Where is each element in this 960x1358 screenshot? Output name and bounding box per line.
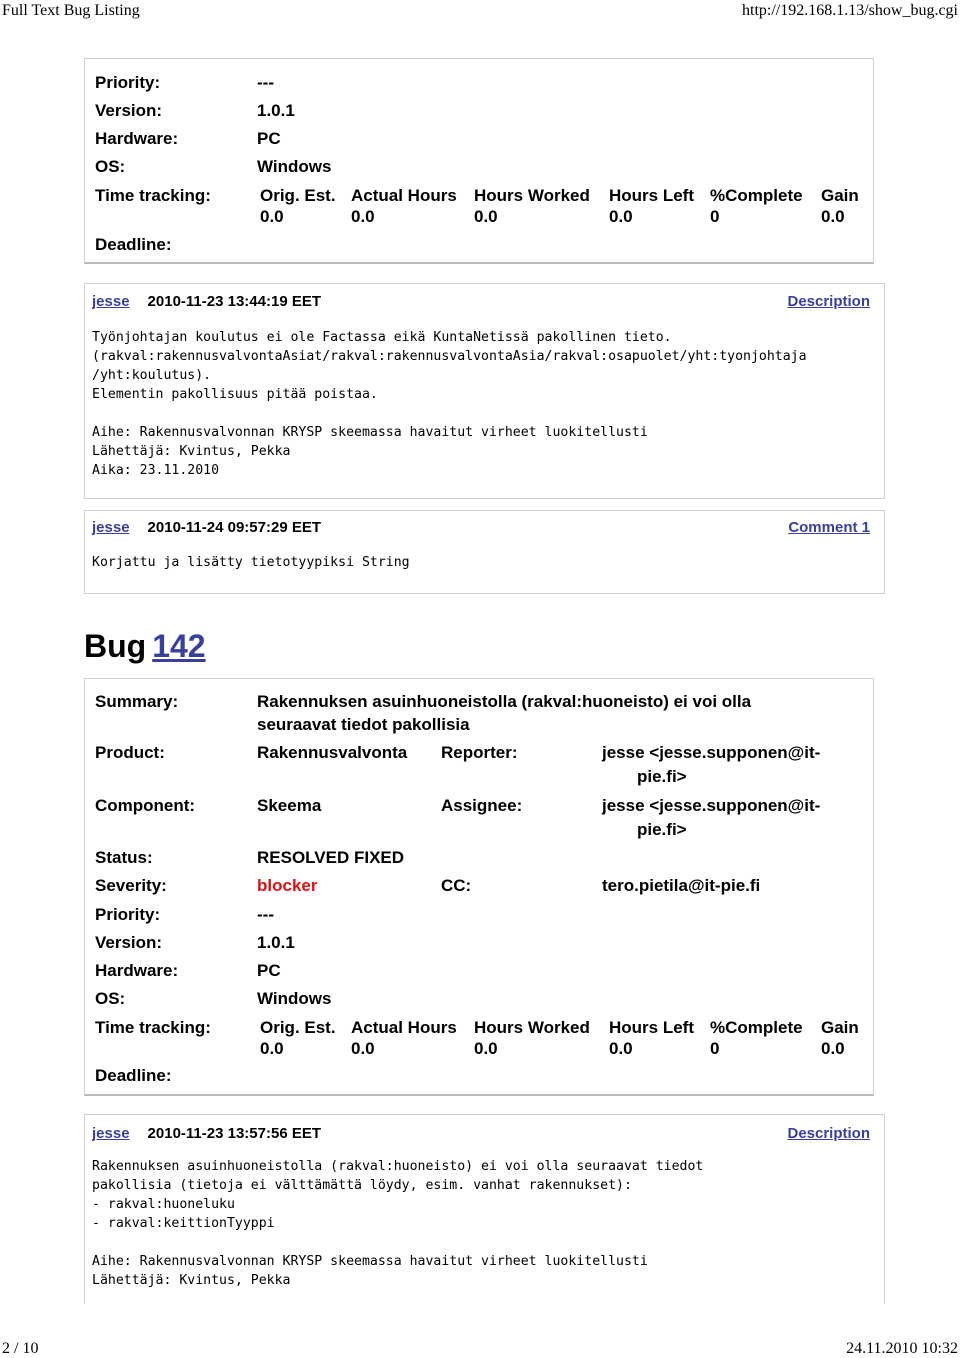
cc-value: tero.pietila@it-pie.fi xyxy=(602,876,761,895)
bug-number-link[interactable]: 142 xyxy=(152,628,206,664)
version-label: Version: xyxy=(95,933,163,952)
reporter-line-1: jesse <jesse.supponen@it- xyxy=(602,743,821,762)
comment-header xyxy=(92,293,321,310)
product-value: Rakennusvalvonta xyxy=(257,743,408,762)
comment-header xyxy=(92,519,321,536)
deadline-label: Deadline: xyxy=(95,235,172,254)
page-title: Full Text Bug Listing xyxy=(2,2,140,19)
priority-label: Priority: xyxy=(95,73,161,92)
print-footer xyxy=(0,1340,960,1358)
comment-header xyxy=(92,1125,321,1142)
tt-value: 0.0 xyxy=(351,207,375,226)
print-datetime: 24.11.2010 10:32 xyxy=(846,1340,958,1357)
comment-description-bug-142 xyxy=(84,1114,885,1304)
tt-header: %Complete xyxy=(710,1018,803,1037)
version-value: 1.0.1 xyxy=(257,933,295,952)
component-label: Component: xyxy=(95,796,196,815)
bug-title-word: Bug xyxy=(84,628,147,664)
tt-header: Gain xyxy=(821,1018,859,1037)
tt-header: Orig. Est. xyxy=(260,1018,336,1037)
summary-label: Summary: xyxy=(95,692,179,711)
cc-label: CC: xyxy=(441,876,472,895)
priority-value: --- xyxy=(257,73,274,92)
version-value: 1.0.1 xyxy=(257,101,295,120)
comment-timestamp: 2010-11-23 13:44:19 EET xyxy=(147,293,321,310)
tt-value: 0 xyxy=(710,207,720,226)
status-label: Status: xyxy=(95,848,153,867)
hardware-value: PC xyxy=(257,129,281,148)
comment-timestamp: 2010-11-24 09:57:29 EET xyxy=(147,519,321,536)
deadline-label: Deadline: xyxy=(95,1066,172,1085)
tt-header: Hours Worked xyxy=(474,186,590,205)
tt-value: 0.0 xyxy=(260,207,284,226)
severity-label: Severity: xyxy=(95,876,167,895)
tt-value: 0.0 xyxy=(609,1039,633,1058)
tt-header: Hours Left xyxy=(609,186,694,205)
hardware-label: Hardware: xyxy=(95,961,179,980)
tt-value: 0.0 xyxy=(821,1039,845,1058)
bug-fields-top xyxy=(84,58,874,264)
tt-value: 0.0 xyxy=(821,207,845,226)
comment-body: Rakennuksen asuinhuoneistolla (rakval:huoneisto) ei voi olla seuraavat tiedot pakollisia (tietoja ei välttämättä löydy, esim. vanhat rakennukset): - rakval:huoneluku - rakval:keittionTyyppi Aihe: Rakennusvalvonnan KRYSP skeemassa havaitut virheet luokitellusti Lähettäjä: Kvintus, Pekka xyxy=(92,1159,704,1288)
page-url: http://192.168.1.13/show_bug.cgi xyxy=(742,2,958,19)
comment-type-link[interactable]: Comment 1 xyxy=(788,519,870,536)
comment-1 xyxy=(84,510,885,594)
reporter-line-2: pie.fi> xyxy=(637,767,687,786)
comment-body: Korjattu ja lisätty tietotyypiksi String xyxy=(92,555,410,570)
tt-value: 0.0 xyxy=(474,1039,498,1058)
hardware-value: PC xyxy=(257,961,281,980)
comment-author-link[interactable]: jesse xyxy=(92,293,130,310)
tt-value: 0.0 xyxy=(609,207,633,226)
assignee-line-2: pie.fi> xyxy=(637,820,687,839)
tt-value: 0.0 xyxy=(351,1039,375,1058)
product-label: Product: xyxy=(95,743,165,762)
tt-header: Actual Hours xyxy=(351,1018,457,1037)
bug-fields xyxy=(84,678,874,1096)
version-label: Version: xyxy=(95,101,163,120)
os-label: OS: xyxy=(95,157,126,176)
time-tracking-label: Time tracking: xyxy=(95,1018,211,1037)
assignee-label: Assignee: xyxy=(441,796,523,815)
summary-line-2: seuraavat tiedot pakollisia xyxy=(257,715,470,734)
os-label: OS: xyxy=(95,989,126,1008)
bug-heading xyxy=(84,628,206,665)
comment-body: Työnjohtajan koulutus ei ole Factassa eikä KuntaNetissä pakollinen tieto. (rakval:rakennusvalvontaAsiat/rakval:rakennusvalvontaAsia/rakval:osapuolet/yht:tyonjohtaja /yht:koulutus). Elementin pakollisuus pitää poistaa. Aihe: Rakennusvalvonnan KRYSP skeemassa havaitut virheet luokitellusti Lähettäjä: Kvintus, Pekka Aika: 23.11.2010 xyxy=(92,330,807,478)
tt-header: Orig. Est. xyxy=(260,186,336,205)
tt-value: 0.0 xyxy=(474,207,498,226)
page-number: 2 / 10 xyxy=(2,1340,39,1357)
print-header xyxy=(0,0,960,24)
tt-header: Gain xyxy=(821,186,859,205)
priority-value: --- xyxy=(257,905,274,924)
os-value: Windows xyxy=(257,989,332,1008)
comment-timestamp: 2010-11-23 13:57:56 EET xyxy=(147,1125,321,1142)
tt-value: 0 xyxy=(710,1039,720,1058)
comment-type-link[interactable]: Description xyxy=(787,1125,870,1142)
os-value: Windows xyxy=(257,157,332,176)
tt-header: %Complete xyxy=(710,186,803,205)
severity-value: blocker xyxy=(257,876,318,895)
tt-header: Hours Left xyxy=(609,1018,694,1037)
tt-value: 0.0 xyxy=(260,1039,284,1058)
reporter-label: Reporter: xyxy=(441,743,518,762)
tt-header: Actual Hours xyxy=(351,186,457,205)
component-value: Skeema xyxy=(257,796,322,815)
priority-label: Priority: xyxy=(95,905,161,924)
comment-author-link[interactable]: jesse xyxy=(92,519,130,536)
status-value: RESOLVED FIXED xyxy=(257,848,405,867)
tt-header: Hours Worked xyxy=(474,1018,590,1037)
time-tracking-label: Time tracking: xyxy=(95,186,211,205)
summary-line-1: Rakennuksen asuinhuoneistolla (rakval:huoneisto) ei voi olla xyxy=(257,692,752,711)
comment-type-link[interactable]: Description xyxy=(787,293,870,310)
comment-author-link[interactable]: jesse xyxy=(92,1125,130,1142)
assignee-line-1: jesse <jesse.supponen@it- xyxy=(602,796,821,815)
comment-description xyxy=(84,283,885,499)
hardware-label: Hardware: xyxy=(95,129,179,148)
